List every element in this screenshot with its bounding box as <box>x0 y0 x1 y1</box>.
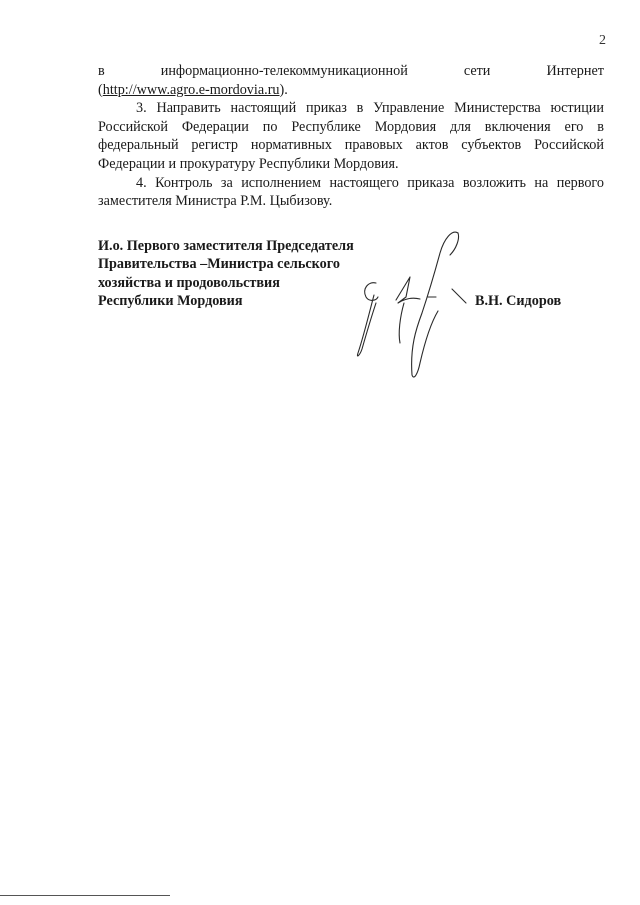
continuation-word: в <box>98 63 105 79</box>
signatory-title-line: Республики Мордовия <box>98 293 243 310</box>
signatory-title-line: хозяйства и продовольствия <box>98 274 280 291</box>
paragraph-4: 4. Контроль за исполнением настоящего приказа возложить на первого заместителя Министра Р.М. Цыбизову. <box>98 174 604 210</box>
footer-divider <box>0 895 170 896</box>
link-close-paren: ). <box>279 81 288 98</box>
handwritten-signature <box>340 225 490 385</box>
continuation-word: информационно-телекоммуникационной <box>160 63 408 79</box>
continuation-line <box>98 62 604 81</box>
website-line <box>98 81 604 100</box>
link-open-paren: ( <box>98 81 103 98</box>
signatory-title-line: И.о. Первого заместителя Председателя <box>98 238 354 254</box>
page-number: 2 <box>599 33 606 48</box>
continuation-word: сети <box>463 63 491 79</box>
website-link[interactable]: http://www.agro.e-mordovia.ru <box>102 81 280 98</box>
paragraph-3: 3. Направить настоящий приказ в Управление Министерства юстиции Российской Федерации по Республике Мордовия для включения его в федеральный регистр нормативных правовых актов субъектов Российской Федерации и прокуратуру Республики Мордовия. <box>98 100 604 172</box>
signatory-title-line: Правительства –Министра сельского <box>98 256 340 273</box>
continuation-word: Интернет <box>546 63 604 79</box>
document-body <box>98 62 604 211</box>
signer-name: В.Н. Сидоров <box>475 293 562 309</box>
